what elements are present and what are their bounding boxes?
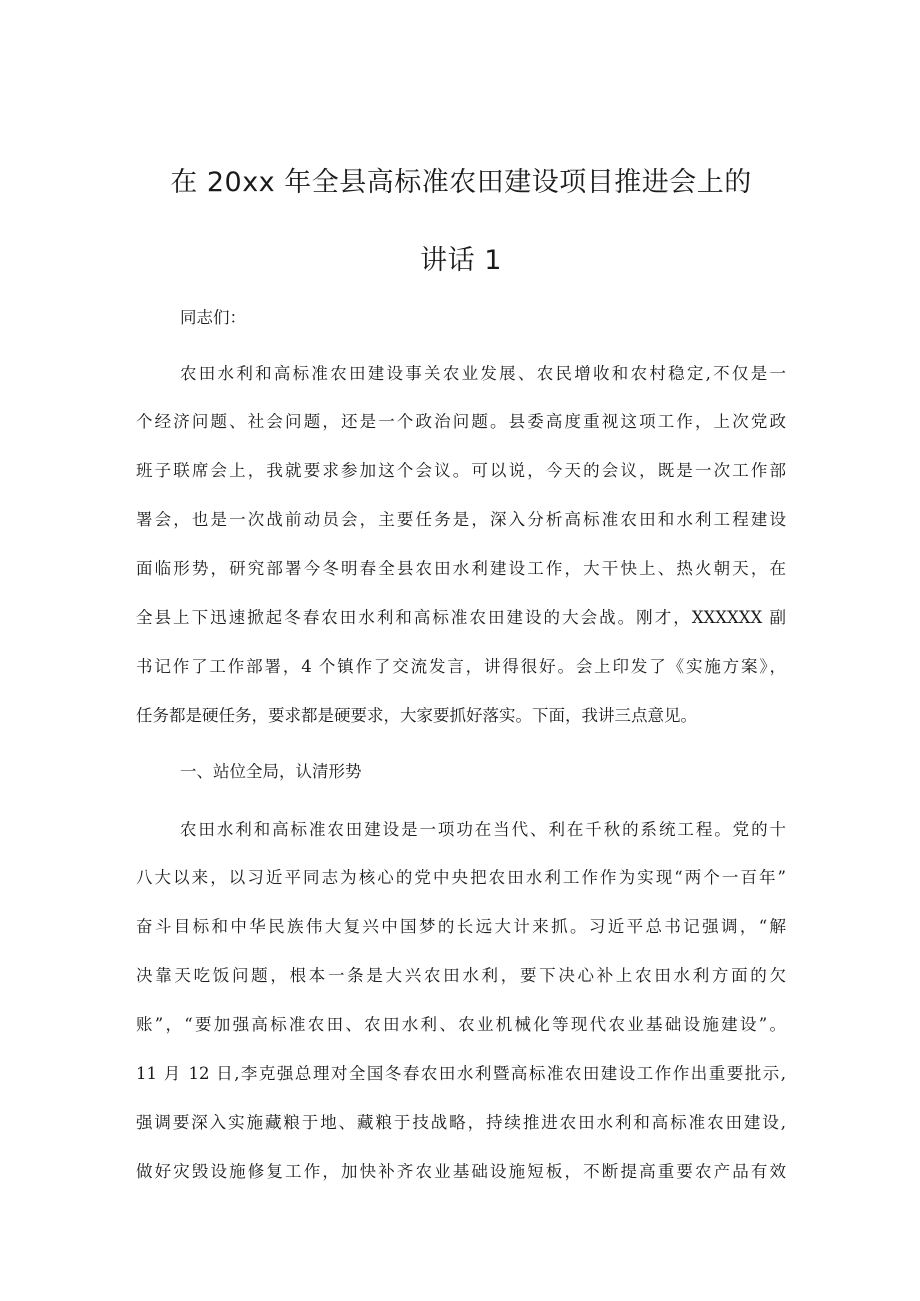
paragraph-2-line: 决靠天吃饭问题，根本一条是大兴农田水利，要下决心补上农田水利方面的欠: [136, 966, 786, 985]
paragraph-1-line: 任务都是硬任务，要求都是硬要求，大家要抓好落实。下面，我讲三点意见。: [136, 706, 697, 725]
paragraph-2-line: 农田水利和高标准农田建设是一项功在当代、利在千秋的系统工程。党的十: [180, 820, 786, 839]
paragraph-1-line: 署会，也是一次战前动员会，主要任务是，深入分析高标准农田和水利工程建设: [136, 510, 786, 529]
section-1-heading: 一、站位全局，认清形势: [180, 762, 362, 781]
paragraph-1-line: 个经济问题、社会问题，还是一个政治问题。县委高度重视这项工作，上次党政: [136, 412, 786, 431]
paragraph-1-line: 书记作了工作部署，4 个镇作了交流发言，讲得很好。会上印发了《实施方案》，: [136, 657, 786, 676]
paragraph-1-line: 全县上下迅速掀起冬春农田水利和高标准农田建设的大会战。刚才，XXXXXX 副: [136, 608, 786, 627]
paragraph-2-line: 账”，“要加强高标准农田、农田水利、农业机械化等现代农业基础设施建设”。: [136, 1015, 786, 1034]
paragraph-1-line: 班子联席会上，我就要求参加这个会议。可以说，今天的会议，既是一次工作部: [136, 461, 786, 480]
paragraph-1-line: 面临形势，研究部署今冬明春全县农田水利建设工作，大干快上、热火朝天，在: [136, 559, 786, 578]
paragraph-2-line: 11 月 12 日,李克强总理对全国冬春农田水利暨高标准农田建设工作作出重要批示,: [136, 1064, 786, 1083]
paragraph-2-line: 做好灾毁设施修复工作，加快补齐农业基础设施短板，不断提高重要农产品有效: [136, 1162, 786, 1181]
salutation: 同志们：: [180, 308, 246, 327]
paragraph-1-line: 农田水利和高标准农田建设事关农业发展、农民增收和农村稳定,不仅是一: [180, 364, 786, 383]
document-title-line-1: 在 20xx 年全县高标准农田建设项目推进会上的: [170, 167, 752, 198]
document-title-line-2: 讲话 1: [420, 245, 502, 276]
paragraph-2-line: 强调要深入实施藏粮于地、藏粮于技战略，持续推进农田水利和高标准农田建设,: [136, 1113, 786, 1132]
paragraph-2-line: 八大以来，以习近平同志为核心的党中央把农田水利工作作为实现“两个一百年”: [136, 868, 786, 887]
paragraph-2-line: 奋斗目标和中华民族伟大复兴中国梦的长远大计来抓。习近平总书记强调，“解: [136, 917, 786, 936]
